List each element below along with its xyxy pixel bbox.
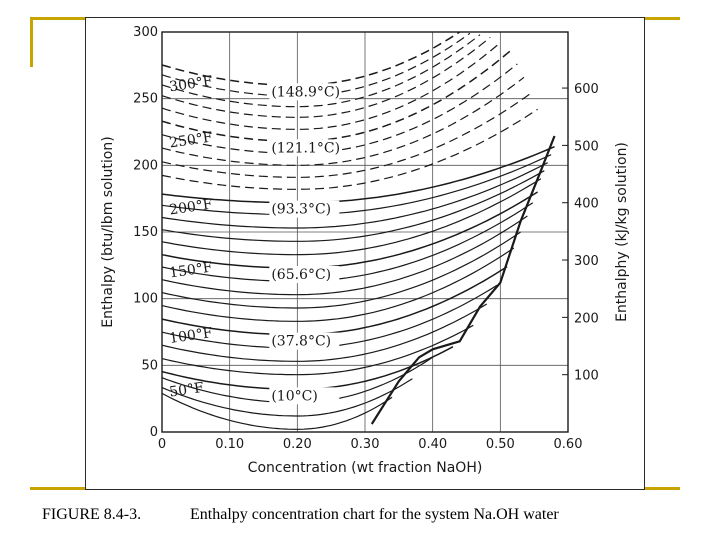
isotherm-label-f: 100°F (168, 325, 214, 347)
x-tick-label: 0.20 (282, 437, 312, 452)
y2-tick-label: 300 (574, 254, 599, 270)
isotherm-line-140F (162, 203, 533, 282)
isotherm-label-f: 250°F (168, 129, 214, 152)
isotherm-line-220F (162, 93, 531, 177)
isotherm-line-210F (162, 109, 538, 189)
isotherm-label-f: 50°F (168, 379, 205, 401)
isotherm-label-c: (148.9°C) (271, 84, 341, 101)
accent-rule-left (30, 17, 33, 67)
isotherm-label-f: 200°F (168, 196, 214, 219)
isotherm-line-110F (162, 248, 514, 321)
y2-tick-label: 400 (574, 196, 599, 212)
x-tick-label: 0 (157, 437, 167, 452)
y-tick-label: 100 (133, 291, 158, 307)
x-tick-label: 0.40 (418, 437, 448, 452)
isotherm-label-f: 300°F (168, 73, 214, 96)
y-tick-label: 250 (133, 91, 158, 107)
isotherm-label-c: (37.8°C) (271, 333, 332, 350)
figure-caption (42, 506, 702, 524)
isotherm-label-c: (10°C) (271, 388, 318, 405)
y-axis-label: Enthalpy (btu/lbm solution) (100, 136, 116, 328)
enthalpy-chart (86, 18, 646, 491)
y2-tick-label: 600 (574, 82, 599, 98)
isotherm-line-230F (162, 77, 524, 165)
y-tick-label: 0 (149, 425, 158, 440)
isotherm-label-c: (65.6°C) (271, 267, 332, 283)
figure-panel (85, 17, 645, 490)
y2-tick-label: 200 (574, 311, 599, 327)
x-tick-label: 0.60 (553, 437, 583, 452)
y-tick-label: 50 (141, 358, 158, 374)
y-tick-label: 300 (133, 25, 158, 40)
caption-text: Enthalpy concentration chart for the system Na.OH water (190, 506, 559, 523)
y-tick-label: 200 (133, 158, 158, 174)
x-tick-label: 0.10 (215, 437, 245, 452)
isotherm-line-200F (162, 147, 555, 203)
isotherm-label-f: 150°F (168, 259, 214, 282)
x-tick-label: 0.30 (350, 437, 380, 452)
y2-tick-label: 100 (574, 368, 599, 384)
y2-axis-label: Enthalphy (kJ/kg solution) (614, 142, 630, 322)
x-tick-label: 0.50 (485, 437, 515, 452)
isotherm-label-c: (93.3°C) (271, 201, 332, 218)
isotherm-line-120F (162, 232, 521, 308)
caption-number: FIGURE 8.4-3. (42, 506, 142, 523)
y2-tick-label: 500 (574, 139, 599, 155)
x-axis-label: Concentration (wt fraction NaOH) (247, 460, 483, 476)
y-tick-label: 150 (133, 225, 158, 240)
isotherm-label-c: (121.1°C) (271, 140, 341, 157)
